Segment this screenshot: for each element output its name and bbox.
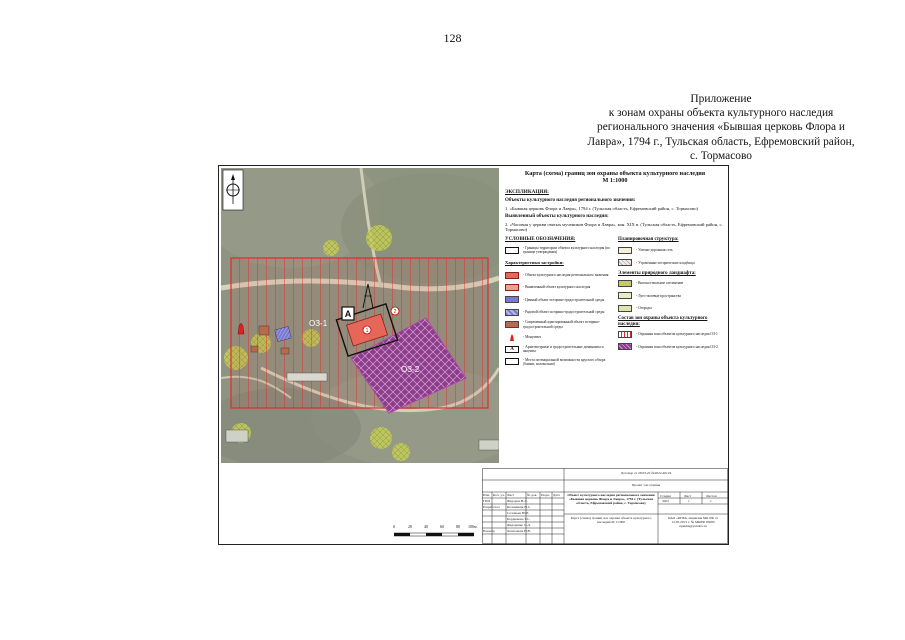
legend-item-border bbox=[505, 246, 611, 255]
legend-item-cemetery bbox=[618, 258, 724, 267]
legend-item-label: - Рядовой объект историко-градостроительной среды bbox=[523, 310, 605, 315]
legend-item-A bbox=[505, 345, 611, 354]
legend-item-label: - Луго-полевые пространства bbox=[636, 293, 681, 298]
stamp-name: Федоров Н.Л. bbox=[507, 499, 528, 503]
legend-item-blue bbox=[505, 295, 611, 304]
conventions-heading: УСЛОВНЫЕ ОБОЗНАЧЕНИЯ: bbox=[505, 237, 576, 243]
legend-item-label: - Высокоствольное озеленение bbox=[636, 281, 684, 286]
legend-item-label: - Охранная зона объектов культурного наследия ОЗ-2 bbox=[636, 344, 718, 349]
building-brown[interactable] bbox=[251, 346, 258, 352]
legend-item-obj2 bbox=[505, 283, 611, 292]
zones-heading: Состав зон охраны объекта культурного наследия: bbox=[618, 316, 708, 327]
legend-panel bbox=[505, 170, 725, 460]
shed-building bbox=[287, 373, 327, 381]
stamp-name: Соловьев Ю.Е. bbox=[507, 511, 530, 515]
sheet-label: Лист bbox=[684, 494, 692, 498]
stamp-header: Изм. bbox=[483, 493, 490, 497]
stamp-header: Кол. уч. bbox=[493, 493, 505, 497]
north-arrow-icon bbox=[223, 170, 243, 210]
stamp-name: Коломиецк Н.С. bbox=[507, 505, 531, 509]
explication-heading: ЭКСПЛИКАЦИЯ: bbox=[505, 189, 549, 195]
legend-item-label: - Места потенциальной возможности круглого обзора (башни, колокольни) bbox=[523, 357, 606, 366]
stamp-header: Подп. bbox=[541, 493, 550, 497]
legend-swatch-tower bbox=[505, 358, 519, 365]
project-label: Проект зон охраны bbox=[631, 483, 661, 487]
tree-cluster bbox=[323, 240, 339, 256]
scale-tick: 0 bbox=[393, 524, 395, 529]
appendix-line: регионального значения «Бывшая церковь Флора и bbox=[597, 121, 845, 134]
legend-item-label: - Выявленный объект культурного наследия bbox=[523, 285, 591, 290]
map-title bbox=[505, 170, 725, 184]
stamp-role: Разработал bbox=[483, 505, 500, 509]
legend-item-none bbox=[505, 258, 611, 267]
scale-tick: 60 bbox=[440, 524, 444, 529]
map-panel[interactable] bbox=[221, 168, 499, 463]
shed-building bbox=[479, 440, 499, 450]
legend-item-meadow bbox=[618, 291, 724, 300]
legend-item-monument bbox=[505, 333, 611, 342]
legend-swatch-obj1 bbox=[505, 272, 519, 279]
legend-swatch-oz2 bbox=[618, 343, 632, 350]
scale-tick: 20 bbox=[408, 524, 412, 529]
scale-tick: 40 bbox=[424, 524, 428, 529]
legend-item-label: - Монумент bbox=[523, 334, 542, 339]
tree-cluster bbox=[370, 427, 392, 449]
legend-item-label: Характеристики застройки: bbox=[505, 259, 564, 265]
legend-swatch-road bbox=[618, 247, 632, 254]
object-2-number: 2 bbox=[393, 309, 397, 315]
legend-swatch-border bbox=[505, 247, 519, 254]
scale-tick: 80 bbox=[456, 524, 460, 529]
nature-elements-heading: Элементы природного ландшафта: bbox=[618, 270, 696, 276]
legend-item-label: - Огороды bbox=[636, 306, 652, 311]
legend-item-label: - Улично-дорожная сеть bbox=[636, 248, 673, 253]
legend-item-label: - Ценный объект историко-градостроительной среды bbox=[523, 297, 605, 302]
regional-objects-heading: Объекты культурного наследия регионального значения: bbox=[505, 198, 636, 204]
legend-swatch-obj2 bbox=[505, 284, 519, 291]
sheet-title: Карта (схема) границ зон охраны объекта культурного наследия М 1:1000 bbox=[570, 516, 652, 524]
found-object-2: 2. «Часовня у церкви святых мучеников Флора и Лавра», кон. XIX в. (Тульская область, Ефремовский район, с. Тормасово) bbox=[505, 221, 723, 233]
scale-bar bbox=[393, 522, 477, 544]
stage-value: ЗОО bbox=[662, 499, 669, 503]
page-number: 128 bbox=[443, 31, 462, 45]
legend-item-label: - Утраченные исторические кладбища bbox=[636, 260, 695, 265]
tree-cluster bbox=[392, 443, 410, 461]
building-brown[interactable] bbox=[259, 326, 269, 335]
regional-object-1: 1. «Бывшая церковь Флора и Лавра», 1794 г. (Тульская область, Ефремовский район, с. Тормасово) bbox=[505, 205, 699, 211]
legend-item-road bbox=[618, 246, 724, 255]
map-title-line: Карта (схема) границ зон охраны объекта культурного наследия bbox=[524, 170, 706, 177]
scale-tick: 100м bbox=[468, 524, 477, 529]
legend-item-label: - Объект культурного наследия регионального значения bbox=[523, 272, 609, 277]
stamp-name: Лештокова Н.В. bbox=[507, 529, 531, 533]
legend-item-brown bbox=[505, 320, 611, 329]
legend-item-tower bbox=[505, 357, 611, 366]
legend-item-label: - Архитектурные и градостроительные доминанты и акценты bbox=[523, 345, 604, 354]
appendix-line: к зонам охраны объекта культурного наследия bbox=[608, 107, 834, 120]
legend-swatch-A: А bbox=[505, 346, 519, 353]
legend-swatch-garden bbox=[618, 305, 632, 312]
legend-item-green bbox=[618, 279, 724, 288]
zone-oz2-label: ОЗ-2 bbox=[401, 365, 420, 374]
legend-swatch-green bbox=[618, 280, 632, 287]
stamp-name: Федоренко С.Д. bbox=[507, 523, 531, 527]
dominant-accent-letter: А bbox=[344, 309, 352, 319]
building-brown[interactable] bbox=[281, 348, 289, 354]
legend-swatch-brown bbox=[505, 321, 519, 328]
object-1-number: 1 bbox=[365, 328, 369, 334]
zone-oz1-label: ОЗ-1 bbox=[309, 319, 328, 328]
legend-swatch-monument bbox=[505, 334, 519, 341]
legend-item-label: - Современный адаптированный объект историко-градостроительной среды bbox=[523, 320, 600, 329]
legend-item-oz1 bbox=[618, 330, 724, 339]
legend-right-column bbox=[618, 237, 724, 354]
legend-item-label: - Границы территории объекта культурного наследия (по границе утверждения) bbox=[523, 246, 610, 255]
legend-item-blueg bbox=[505, 308, 611, 317]
legend-item-obj1 bbox=[505, 271, 611, 280]
legend-swatch-blueg bbox=[505, 309, 519, 316]
appendix-line: с. Тормасово bbox=[689, 149, 752, 162]
stamp-name: Кордюкова Т.С. bbox=[507, 517, 531, 521]
legend-item-label: - Охранная зона объектов культурного наследия ОЗ-1 bbox=[636, 332, 718, 337]
legend-swatch-oz1 bbox=[618, 331, 632, 338]
legend-swatch-blue bbox=[505, 296, 519, 303]
stamp-header: Лист bbox=[507, 493, 515, 497]
found-objects-heading: Выявленный объекты культурного наследия: bbox=[505, 214, 609, 220]
sheets-label: Листов bbox=[706, 494, 717, 498]
tree-cluster bbox=[366, 225, 392, 251]
appendix-heading: Приложение bbox=[690, 93, 752, 105]
organization: ОАО «КПМ» лицензия МК РФ от 12.05.2015 г. № МКРФ 05682 npskhn@yandex.ru bbox=[667, 516, 719, 528]
legend-swatch-cemetery bbox=[618, 259, 632, 266]
stage-label: Стадия bbox=[660, 494, 671, 498]
contract-label: Договор от 28.03.22 №2022.40124 bbox=[620, 471, 672, 475]
legend-item-garden bbox=[618, 304, 724, 313]
stamp-role: Н.контр bbox=[483, 529, 495, 533]
shed-building bbox=[226, 430, 248, 442]
object-description: Объект культурного наследия регионального значения «Бывшая церковь Флора и Лавра», 1794 г. (Тульская область, Ефремовский район, с. Тормасово) bbox=[567, 493, 655, 505]
plan-structure-heading: Планировочная структура: bbox=[618, 237, 679, 243]
stamp-header: № док. bbox=[527, 493, 538, 497]
stamp-header: Дата bbox=[553, 493, 560, 497]
legend-item-oz2 bbox=[618, 342, 724, 351]
appendix-heading-block bbox=[560, 92, 882, 163]
sheets-value: 1 bbox=[710, 499, 712, 503]
sheet-value: 1 bbox=[688, 499, 690, 503]
title-block-stamp bbox=[482, 468, 728, 544]
map-scale-label: М 1:1000 bbox=[602, 177, 628, 184]
stamp-role: ГИП bbox=[483, 499, 491, 503]
appendix-line: Лавра», 1794 г., Тульская область, Ефремовский район, bbox=[587, 135, 855, 148]
legend-swatch-meadow bbox=[618, 292, 632, 299]
legend-left-column bbox=[505, 237, 611, 369]
